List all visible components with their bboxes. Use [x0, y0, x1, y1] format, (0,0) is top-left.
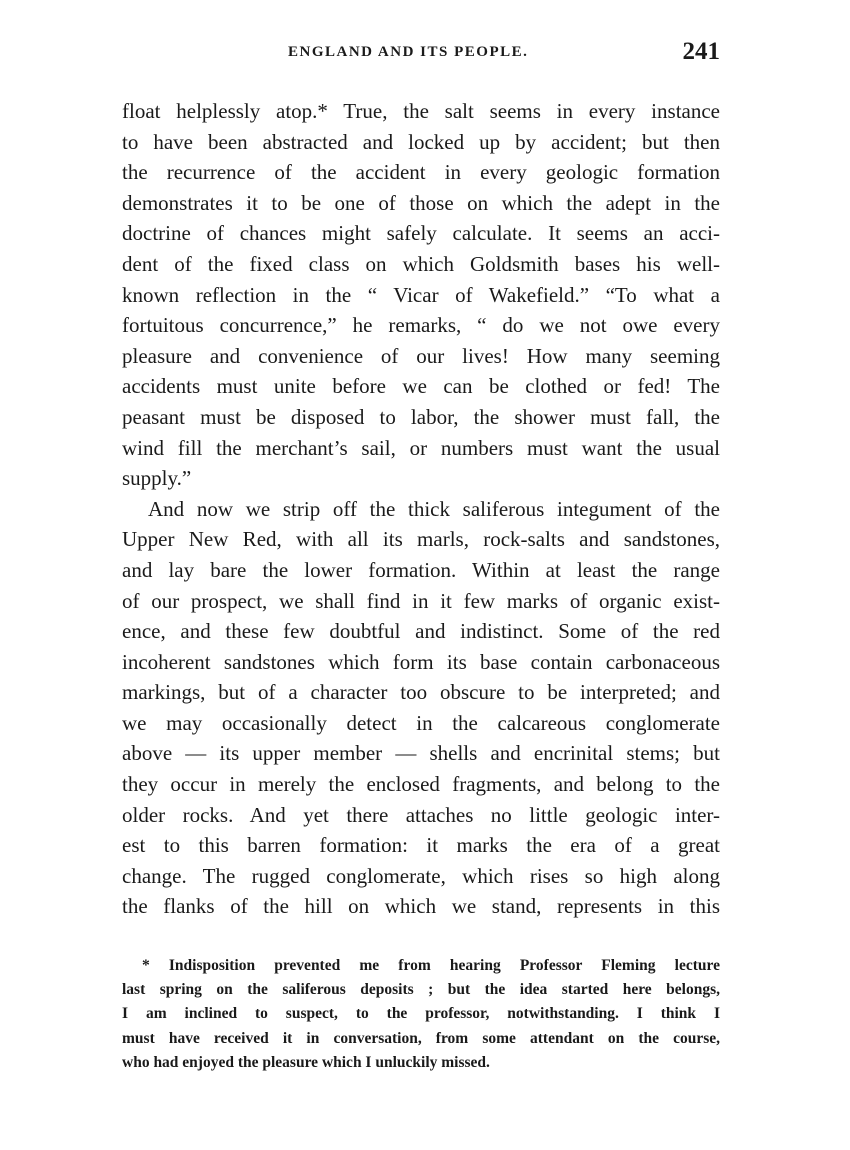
text-line: peasant must be disposed to labor, the shower must fall, the	[122, 404, 720, 429]
text-line: they occur in merely the enclosed fragments, and belong to the	[122, 772, 720, 797]
running-title: ENGLAND AND ITS PEOPLE.	[288, 44, 529, 60]
text-line: supply.”	[122, 466, 192, 491]
text-line: markings, but of a character too obscure to be interpreted; and	[122, 680, 720, 705]
footnote-line: who had enjoyed the pleasure which I unluckily missed.	[122, 1053, 490, 1071]
text-line: and lay bare the lower formation. Within at least the range	[122, 557, 720, 582]
text-line: incoherent sandstones which form its base contain carbonaceous	[122, 649, 720, 674]
text-line: pleasure and convenience of our lives! How many seeming	[122, 343, 720, 368]
footnote-line: last spring on the saliferous deposits ; but the idea started here belongs,	[122, 981, 720, 999]
text-line: above — its upper member — shells and encrinital stems; but	[122, 741, 720, 766]
text-line: fortuitous concurrence,” he remarks, “ do we not owe every	[122, 313, 720, 338]
running-head	[120, 38, 720, 72]
body-text	[122, 96, 720, 922]
text-line: est to this barren formation: it marks the era of a great	[122, 833, 720, 858]
text-line: accidents must unite before we can be clothed or fed! The	[122, 374, 720, 399]
text-line: demonstrates it to be one of those on which the adept in the	[122, 190, 720, 215]
text-line: older rocks. And yet there attaches no little geologic inter-	[122, 802, 720, 827]
text-line: wind fill the merchant’s sail, or numbers must want the usual	[122, 435, 720, 460]
text-line: known reflection in the “ Vicar of Wakefield.” “To what a	[122, 282, 720, 307]
text-line: of our prospect, we shall find in it few marks of organic exist-	[122, 588, 720, 613]
footnote-line: I am inclined to suspect, to the professor, notwithstanding. I think I	[122, 1005, 720, 1023]
text-line: dent of the fixed class on which Goldsmith bases his well-	[122, 251, 720, 276]
text-line: change. The rugged conglomerate, which rises so high along	[122, 863, 720, 888]
footnote-line: * Indisposition prevented me from hearing Professor Fleming lecture	[142, 957, 720, 974]
text-line: we may occasionally detect in the calcareous conglomerate	[122, 710, 720, 735]
text-line: And now we strip off the thick saliferous integument of the	[148, 496, 720, 521]
text-line: float helplessly atop.* True, the salt seems in every instance	[122, 99, 720, 123]
text-line: Upper New Red, with all its marls, rock-salts and sandstones,	[122, 527, 720, 552]
footnote-line: must have received it in conversation, from some attendant on the course,	[122, 1029, 720, 1047]
text-line: to have been abstracted and locked up by accident; but then	[122, 129, 720, 154]
text-line: ence, and these few doubtful and indistinct. Some of the red	[122, 619, 720, 644]
text-line: the flanks of the hill on which we stand, represents in this	[122, 894, 720, 919]
text-line: the recurrence of the accident in every geologic formation	[122, 160, 720, 185]
text-line: doctrine of chances might safely calculate. It seems an acci-	[122, 221, 720, 246]
page-number: 241	[682, 38, 720, 65]
footnote	[122, 954, 720, 1075]
